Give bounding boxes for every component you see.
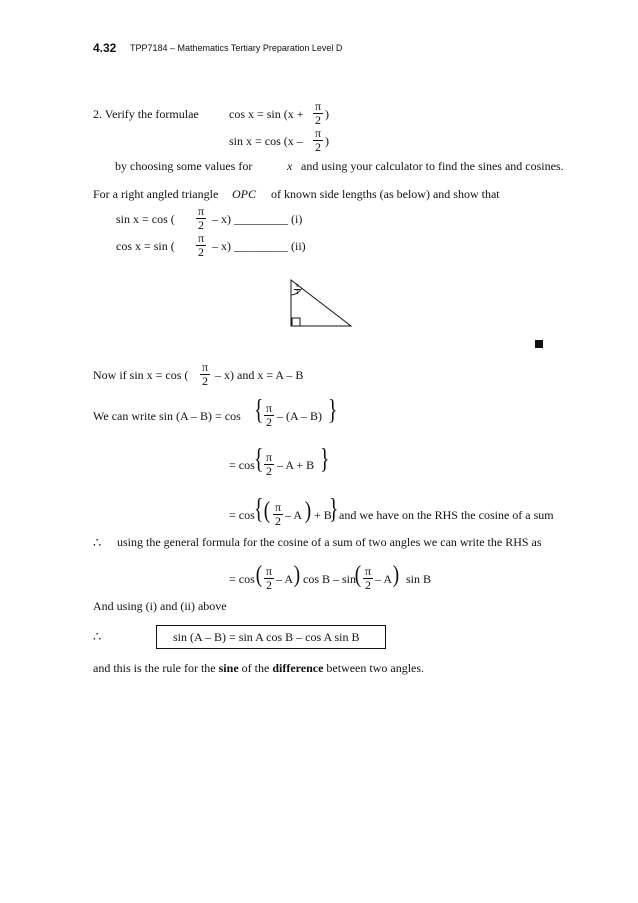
course-title: TPP7184 – Mathematics Tertiary Preparation Level D — [130, 43, 343, 53]
triangle-intro-a: For a right angled triangle — [93, 187, 219, 201]
right-angle-marker — [292, 318, 300, 326]
fraction-denominator: 2 — [266, 464, 272, 478]
instruction-text-b: and using your calculator to find the sines and cosines. — [301, 159, 564, 173]
fraction-pi-over-2 — [200, 361, 210, 387]
now-if-text-a: Now if sin x = cos ( — [93, 368, 189, 382]
triangle-intro-b: of known side lengths (as below) and show that — [271, 187, 500, 201]
fraction-pi-over-2 — [196, 205, 206, 231]
left-paren: ( — [354, 562, 362, 588]
angle-label — [294, 283, 300, 296]
step3-inner: – A — [285, 508, 303, 522]
fraction-pi-over-2 — [264, 565, 274, 591]
right-paren: ) — [293, 562, 301, 588]
conclusion-sine: sine — [218, 661, 239, 675]
conclusion-text-a: and this is the rule for the — [93, 661, 216, 675]
left-brace: { — [254, 444, 264, 475]
formula-2-left: sin x = cos (x – — [229, 134, 303, 148]
therefore-text: using the general formula for the cosine of a sum of two angles we can write the RHS as — [117, 535, 542, 549]
step4-eq-cos: = cos — [229, 572, 255, 586]
fraction-denominator: 2 — [266, 415, 272, 429]
fraction-numerator: π — [265, 401, 273, 415]
left-brace: { — [254, 494, 264, 525]
fraction-denominator: 2 — [365, 578, 371, 592]
fraction-pi-over-2 — [313, 127, 323, 153]
question-2-label: 2. Verify the formulae — [93, 107, 199, 121]
step4-minus-a-2: – A — [375, 572, 393, 586]
fraction-denominator: 2 — [198, 245, 204, 259]
left-paren: ( — [255, 562, 263, 588]
angle-label-numerator: π — [295, 283, 299, 289]
end-of-proof-square — [535, 340, 543, 348]
right-paren: ) — [304, 498, 312, 524]
instruction-text-a: by choosing some values for — [115, 159, 253, 173]
close-paren: ) — [325, 107, 329, 121]
identity-i-left: sin x = cos ( — [116, 212, 175, 226]
right-brace: } — [329, 494, 339, 525]
now-if-text-b: – x) and x = A – B — [215, 368, 304, 382]
fraction-numerator: π — [201, 360, 209, 374]
fraction-pi-over-2 — [196, 232, 206, 258]
left-paren: ( — [263, 498, 271, 524]
fraction-numerator: π — [274, 500, 282, 514]
fraction-numerator: π — [364, 564, 372, 578]
fraction-denominator: 2 — [198, 218, 204, 232]
fraction-pi-over-2 — [313, 100, 323, 126]
identity-ii-right: – x) _________ (ii) — [212, 239, 306, 253]
conclusion-line — [93, 662, 424, 674]
fraction-numerator: π — [314, 126, 322, 140]
fraction-numerator: π — [265, 564, 273, 578]
step2-eq-cos: = cos — [229, 458, 255, 472]
fraction-denominator: 2 — [266, 578, 272, 592]
conclusion-text-c: between two angles. — [326, 661, 425, 675]
and-using-text: And using (i) and (ii) above — [93, 599, 227, 613]
step4-minus-a: – A — [276, 572, 294, 586]
fraction-pi-over-2 — [264, 402, 274, 428]
step4-sin-b: sin B — [406, 572, 432, 586]
left-brace: { — [254, 395, 264, 426]
step1-rest: – (A – B) — [277, 409, 322, 423]
fraction-numerator: π — [197, 204, 205, 218]
step3-plus-b: + B — [314, 508, 332, 522]
page-number: 4.32 — [93, 41, 117, 55]
fraction-denominator: 2 — [315, 113, 321, 127]
fraction-pi-over-2 — [264, 451, 274, 477]
fraction-denominator: 2 — [315, 140, 321, 154]
conclusion-text-b: of the — [241, 661, 270, 675]
fraction-numerator: π — [314, 99, 322, 113]
fraction-pi-over-2 — [273, 501, 283, 527]
angle-label-denominator: 2 — [295, 290, 299, 296]
identity-ii-left: cos x = sin ( — [116, 239, 175, 253]
identity-i-right: – x) _________ (i) — [212, 212, 303, 226]
right-paren: ) — [392, 562, 400, 588]
right-brace: } — [328, 395, 338, 426]
therefore-symbol: ∴ — [93, 629, 102, 644]
fraction-numerator: π — [265, 450, 273, 464]
fraction-denominator: 2 — [275, 514, 281, 528]
step3-comment: and we have on the RHS the cosine of a sum — [339, 508, 554, 522]
right-brace: } — [320, 444, 330, 475]
step4-cos-b-minus-sin: cos B – sin — [303, 572, 357, 586]
triangle-name: OPC — [232, 187, 256, 201]
therefore-symbol: ∴ — [93, 535, 102, 550]
step2-rest: – A + B — [277, 458, 315, 472]
conclusion-difference: difference — [272, 661, 324, 675]
result-formula: sin (A – B) = sin A cos B – cos A sin B — [173, 630, 360, 644]
formula-1-left: cos x = sin (x + — [229, 107, 304, 121]
close-paren: ) — [325, 134, 329, 148]
step3-eq-cos: = cos — [229, 508, 255, 522]
fraction-pi-over-2 — [363, 565, 373, 591]
we-can-write-text: We can write sin (A – B) = cos — [93, 409, 241, 423]
instruction-var: x — [287, 159, 293, 173]
fraction-numerator: π — [197, 231, 205, 245]
fraction-denominator: 2 — [202, 374, 208, 388]
